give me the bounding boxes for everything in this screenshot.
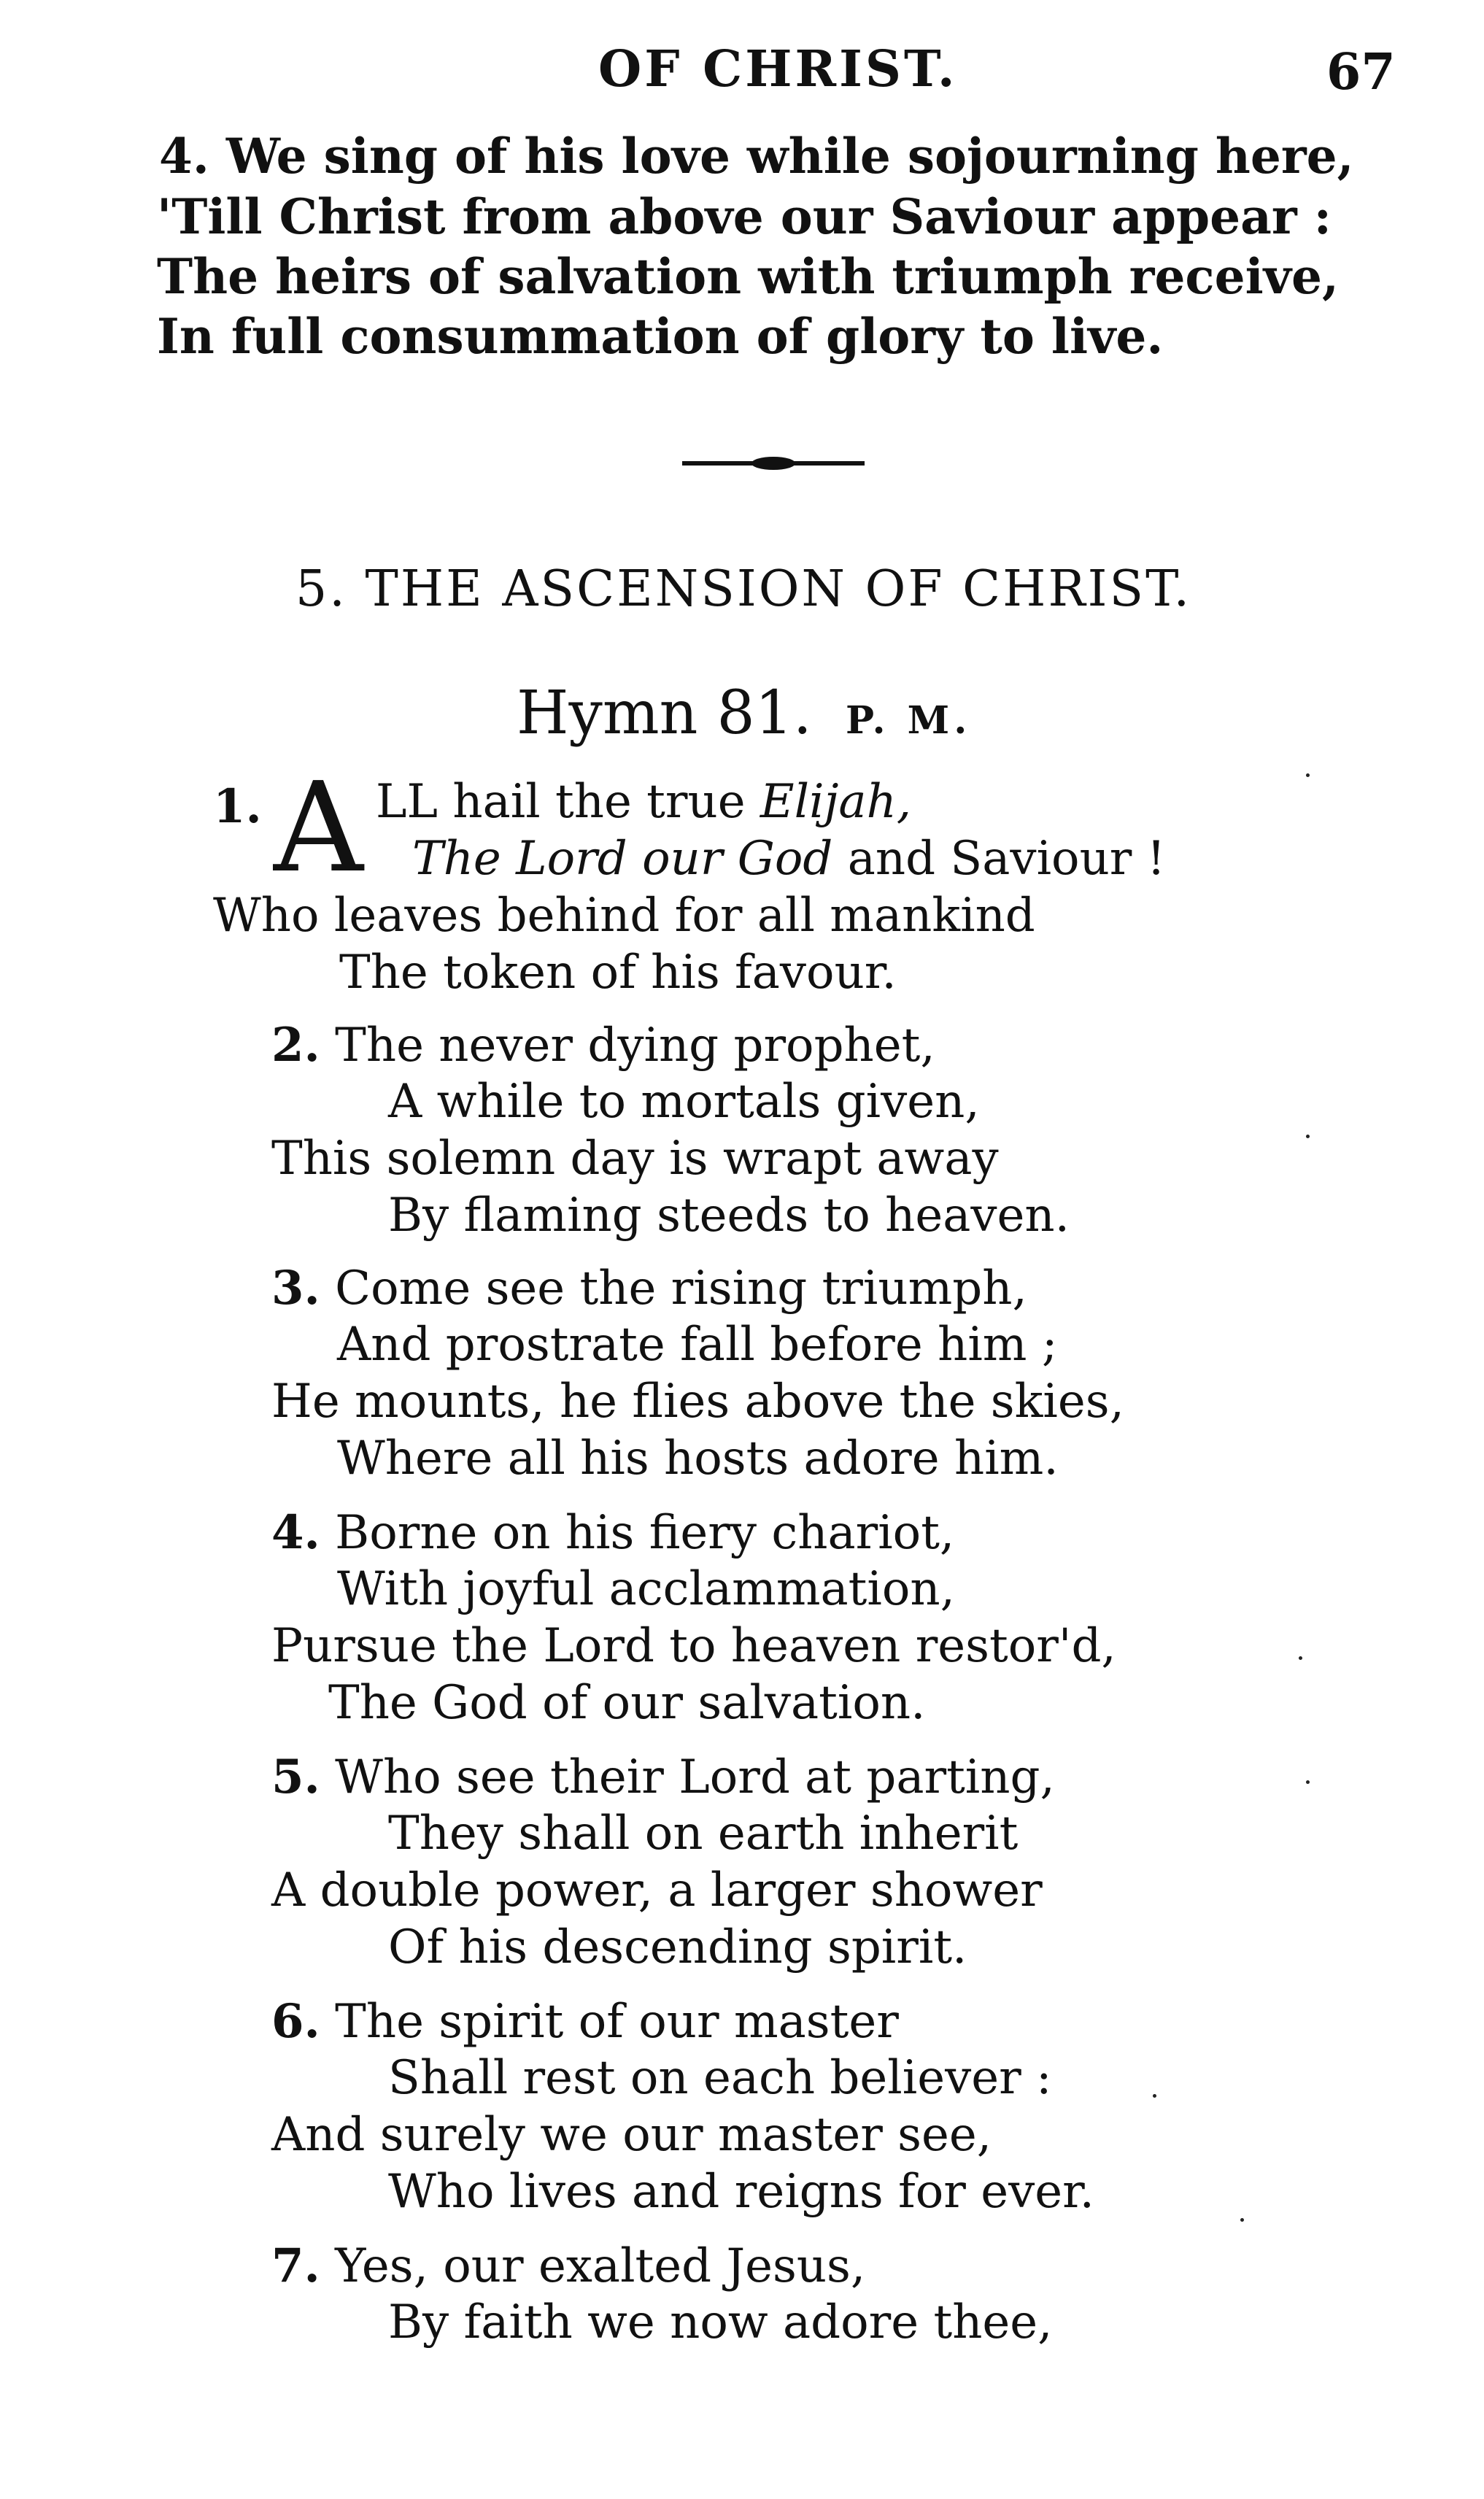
verse-text: The never dying prophet, [335,1019,935,1073]
verse-line: Who lives and reigns for ever. [388,2165,1094,2219]
verse-line: A while to mortals given, [388,1075,980,1129]
verse-line [271,2239,865,2293]
verse-text: The spirit of our master [335,1995,899,2049]
print-speck [1153,2094,1156,2098]
verse-text: Come see the rising triumph, [335,1262,1027,1316]
verse-line: The heirs of salvation with triumph receive, [157,248,1339,305]
hymn-heading [517,679,971,748]
verse-number: 5. [271,1750,320,1804]
verse-line: And surely we our master see, [271,2108,992,2162]
verse-text: LL hail the true [376,775,746,829]
verse-line: They shall on earth inherit [388,1807,1019,1861]
print-speck [1240,2218,1244,2222]
verse-name: Elijah, [760,775,912,829]
hymn-meter: P. M. [845,698,972,743]
verse-line [271,1750,1055,1804]
verse-line [159,128,1354,185]
running-head [0,40,1484,106]
verse-line [412,832,1165,886]
verse-line: In full consummation of glory to live. [157,308,1164,365]
verse-line: Of his descending spirit. [388,1920,967,1974]
verse-line: The token of his favour. [339,946,897,1000]
verse-line [376,775,911,829]
print-speck [1299,1656,1302,1660]
verse-line: By faith we now adore thee, [388,2295,1053,2349]
verse-line: By flaming steeds to heaven. [388,1189,1070,1243]
print-speck [1306,773,1310,777]
verse-line: Shall rest on each believer : [388,2051,1052,2105]
verse-text: Borne on his fiery chariot, [335,1506,955,1560]
verse-line: This solemn day is wrapt away [271,1132,999,1186]
verse-line [271,1994,899,2049]
verse-number: 4. [271,1505,320,1560]
section-heading: 5. THE ASCENSION OF CHRIST. [295,560,1192,618]
verse-line: And prostrate fall before him ; [337,1318,1058,1372]
verse-line [271,1505,954,1560]
verse-text: We sing of his love while sojourning here, [225,128,1354,185]
verse-text: Who see their Lord at parting, [335,1750,1055,1804]
verse-line: Who leaves behind for all mankind [213,889,1035,943]
print-speck [1306,1135,1310,1138]
verse-italic-text: The Lord our God [412,832,833,886]
verse-line: 'Till Christ from above our Saviour appear : [157,188,1332,245]
verse-line: A double power, a larger shower [271,1863,1043,1917]
verse-line [271,1018,935,1073]
page-number: 67 [1326,43,1396,101]
verse-number: 3. [271,1261,320,1316]
verse-line: Pursue the Lord to heaven restor'd, [271,1619,1116,1673]
verse-line [271,1261,1027,1316]
verse-number: 2. [271,1018,320,1073]
verse-line: He mounts, he flies above the skies, [271,1375,1124,1429]
verse-line: With joyful acclammation, [337,1562,955,1616]
ornament-divider [682,456,865,471]
verse-line: The God of our salvation. [328,1676,926,1730]
verse-number: 7. [271,2239,320,2293]
print-speck [1306,1780,1310,1784]
verse-number: 6. [271,1994,320,2049]
verse-number: 1. [213,779,262,834]
running-title: OF CHRIST. [598,40,958,99]
verse-number: 4. [159,128,209,185]
drop-cap: A [274,756,363,900]
verse-text: Yes, our exalted Jesus, [335,2239,866,2293]
hymn-title: Hymn 81. [517,679,812,748]
verse-text: and Saviour ! [847,832,1166,886]
verse-line: Where all his hosts adore him. [337,1432,1059,1486]
